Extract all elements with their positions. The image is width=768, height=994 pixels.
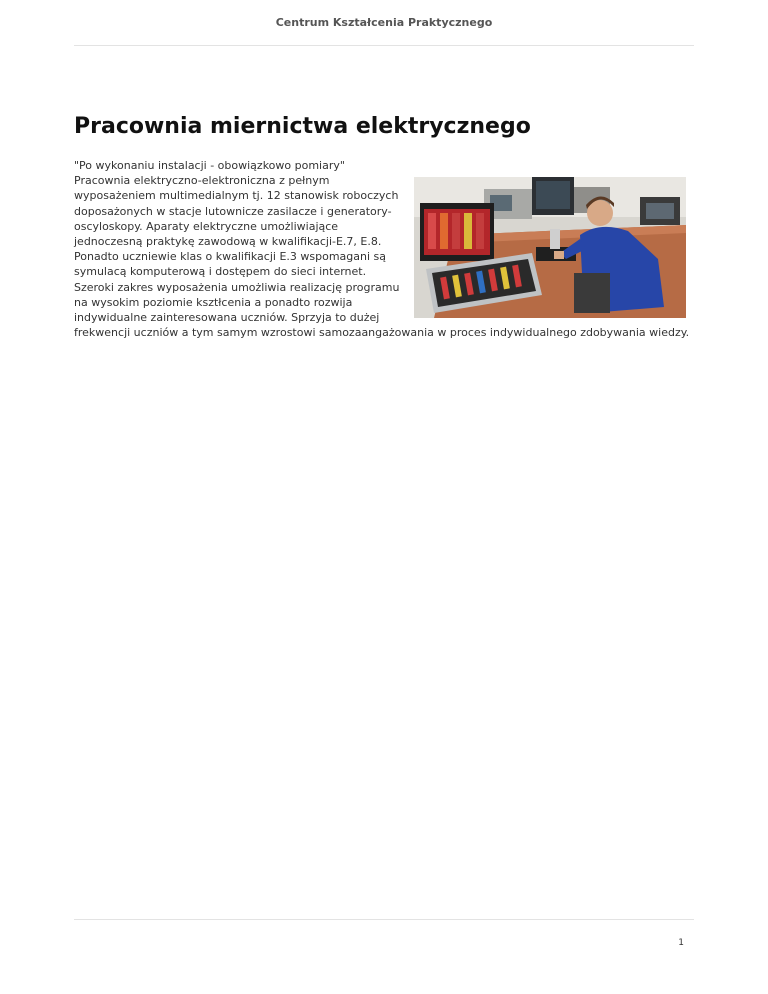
- site-header-title: Centrum Kształcenia Praktycznego: [275, 16, 493, 29]
- article-body: [74, 158, 694, 340]
- article-paragraph: Pracownia elektryczno-elektroniczna z pełnym wyposażeniem multimedialnym tj. 12 stanowisk roboczych doposażonych w stacje lutownicze zasilacze i generatory-oscyloskopy. Aparaty elektryczne umożliwiające jednoczesną praktykę zawodową w kwalifikacji-E.7, E.8. Ponadto uczniewie klas o kwalifikacji E.3 wspomagani są symulacą komputerową i dostępem do sieci internet. Szeroki zakres wyposażenia umożliwia realizację programu na wysokim poziomie ksztłcenia a ponadto rozwija indywidualne zainteresowana uczniów. Sprzyja to dużej frekwencji uczniów a tym samym wzrostowi samozaangażowania w proces indywidualnego zdobywania wiedzy.: [74, 174, 690, 340]
- footer-divider: [74, 919, 694, 920]
- article-quote: "Po wykonaniu instalacji - obowiązkowo pomiary": [74, 159, 345, 172]
- workshop-photo: [414, 177, 686, 318]
- page-number: 1: [678, 938, 684, 948]
- page-title: Pracownia miernictwa elektrycznego: [74, 114, 531, 139]
- header-divider: [74, 45, 694, 46]
